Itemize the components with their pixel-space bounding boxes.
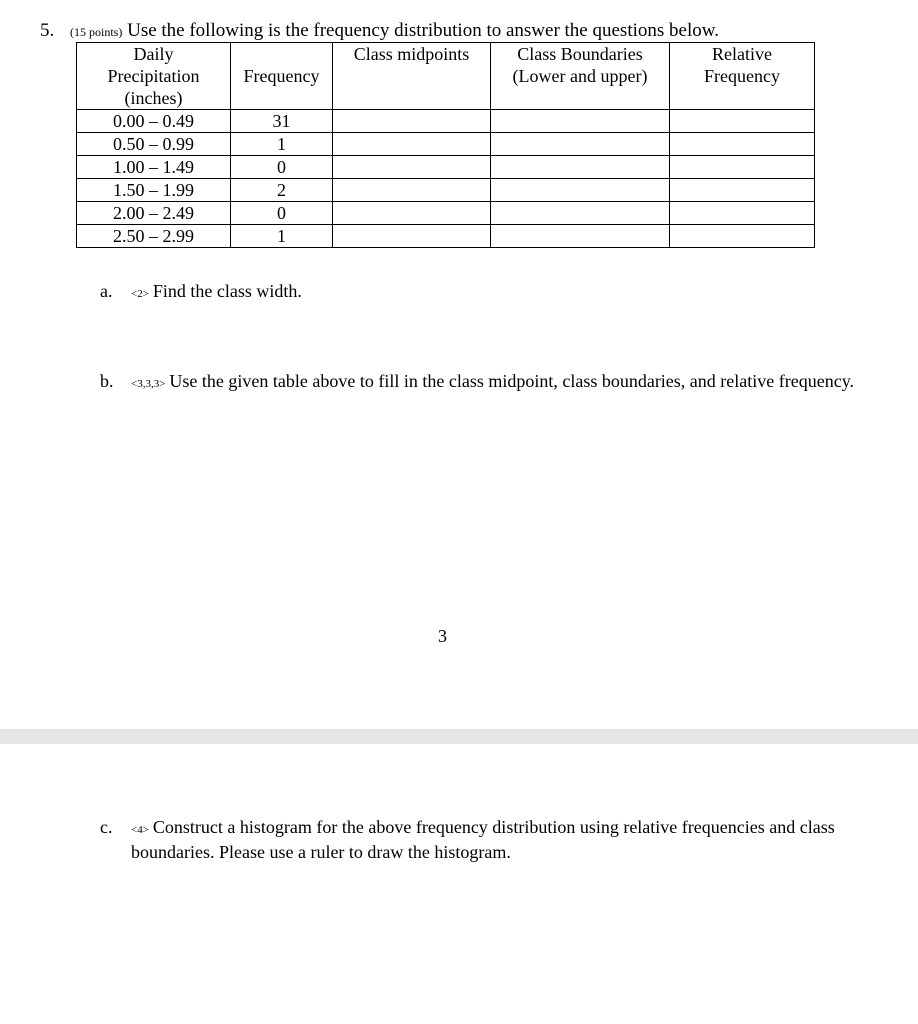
part-c: [100, 816, 870, 863]
table-header-row: [77, 43, 815, 110]
header-class-boundaries: Class Boundaries (Lower and upper): [491, 43, 670, 110]
question-points: (15 points): [70, 25, 123, 39]
header-frequency: Frequency: [231, 43, 333, 110]
midpoint-blank-cell[interactable]: [333, 225, 491, 248]
header-relative-frequency: Relative Frequency: [670, 43, 815, 110]
page-break-divider: [0, 729, 918, 744]
boundary-blank-cell[interactable]: [491, 133, 670, 156]
relative-frequency-blank-cell[interactable]: [670, 156, 815, 179]
range-cell: 0.50 – 0.99: [77, 133, 231, 156]
table-row: [77, 202, 815, 225]
relative-frequency-blank-cell[interactable]: [670, 225, 815, 248]
relative-frequency-blank-cell[interactable]: [670, 202, 815, 225]
part-b-points-tag: <3,3,3>: [131, 378, 166, 390]
header-daily-precipitation: Daily Precipitation (inches): [77, 43, 231, 110]
midpoint-blank-cell[interactable]: [333, 179, 491, 202]
page-number: 3: [438, 626, 447, 646]
part-a-points-tag: <2>: [131, 288, 149, 300]
midpoint-blank-cell[interactable]: [333, 110, 491, 133]
table-row: [77, 156, 815, 179]
table-row: [77, 110, 815, 133]
question-header: [40, 20, 719, 42]
frequency-cell: 0: [231, 156, 333, 179]
part-c-text: Construct a histogram for the above frequency distribution using relative frequencies and class boundaries. Please use a ruler to draw the histogram.: [131, 817, 835, 862]
boundary-blank-cell[interactable]: [491, 156, 670, 179]
boundary-blank-cell[interactable]: [491, 179, 670, 202]
boundary-blank-cell[interactable]: [491, 202, 670, 225]
part-a: [100, 280, 860, 305]
relative-frequency-blank-cell[interactable]: [670, 179, 815, 202]
frequency-cell: 1: [231, 133, 333, 156]
midpoint-blank-cell[interactable]: [333, 156, 491, 179]
frequency-cell: 2: [231, 179, 333, 202]
frequency-table: [76, 42, 815, 248]
part-c-letter: c.: [100, 817, 113, 837]
part-c-points-tag: <4>: [131, 824, 149, 836]
part-b-letter: b.: [100, 371, 114, 391]
part-b-text: Use the given table above to fill in the class midpoint, class boundaries, and relative frequency.: [169, 371, 855, 391]
range-cell: 2.50 – 2.99: [77, 225, 231, 248]
boundary-blank-cell[interactable]: [491, 110, 670, 133]
range-cell: 2.00 – 2.49: [77, 202, 231, 225]
boundary-blank-cell[interactable]: [491, 225, 670, 248]
table-row: [77, 179, 815, 202]
header-class-midpoints: Class midpoints: [333, 43, 491, 110]
relative-frequency-blank-cell[interactable]: [670, 133, 815, 156]
question-prompt: Use the following is the frequency distribution to answer the questions below.: [127, 20, 719, 41]
part-a-letter: a.: [100, 281, 113, 301]
midpoint-blank-cell[interactable]: [333, 202, 491, 225]
table-row: [77, 133, 815, 156]
frequency-cell: 1: [231, 225, 333, 248]
part-a-text: Find the class width.: [152, 281, 302, 301]
question-number: 5.: [40, 20, 55, 41]
part-b: [100, 370, 860, 395]
table-row: [77, 225, 815, 248]
range-cell: 1.00 – 1.49: [77, 156, 231, 179]
frequency-cell: 31: [231, 110, 333, 133]
frequency-cell: 0: [231, 202, 333, 225]
relative-frequency-blank-cell[interactable]: [670, 110, 815, 133]
range-cell: 0.00 – 0.49: [77, 110, 231, 133]
midpoint-blank-cell[interactable]: [333, 133, 491, 156]
range-cell: 1.50 – 1.99: [77, 179, 231, 202]
